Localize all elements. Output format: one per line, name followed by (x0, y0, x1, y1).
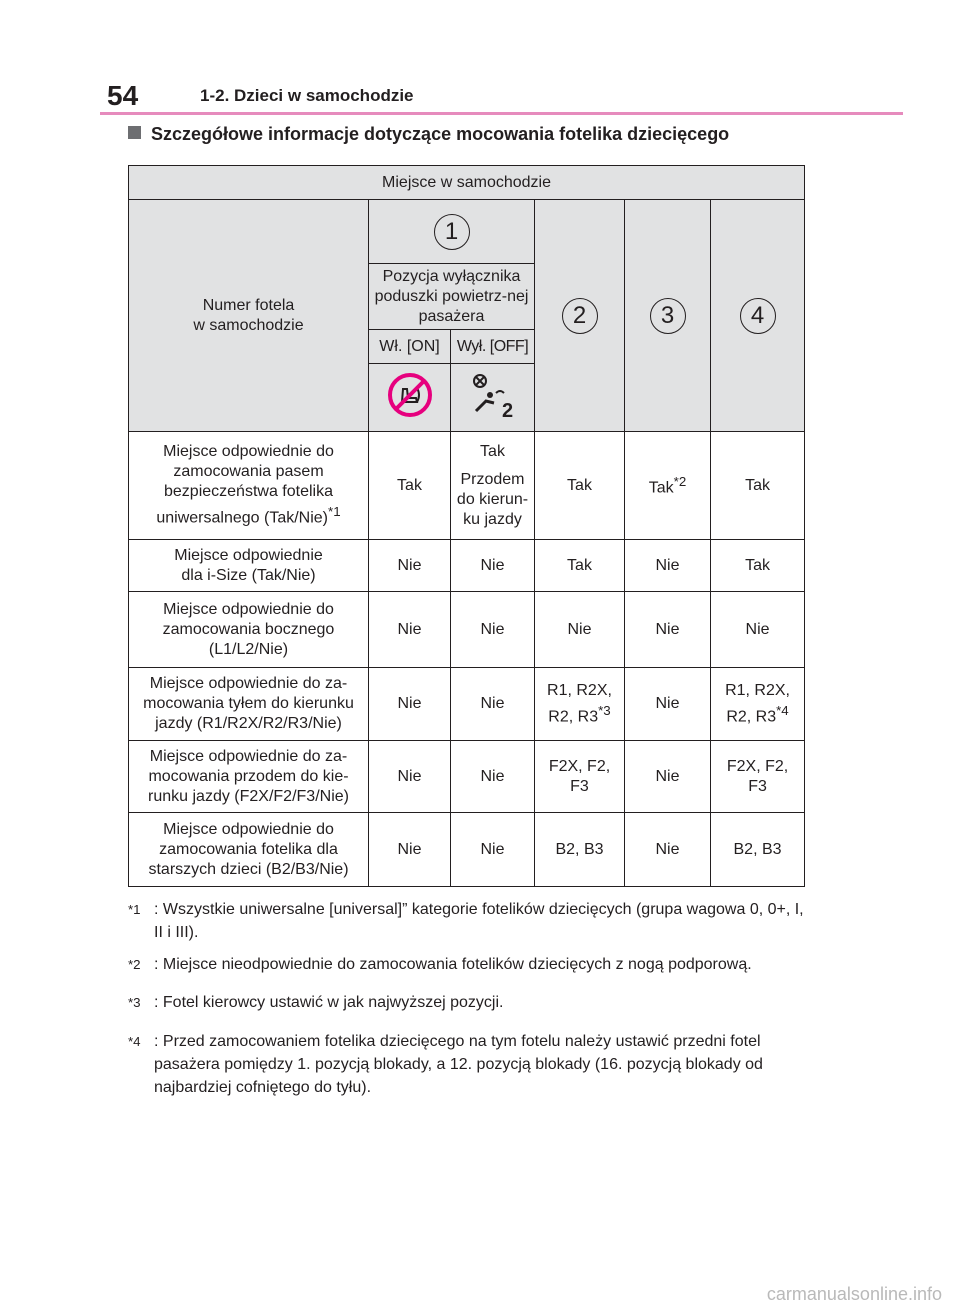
footnote-text: : Wszystkie uniwersalne [universal]” kategorie fotelików dziecięcych (grupa wagowa 0, 0+, I, II i III). (154, 901, 804, 941)
seat-4-value: Tak (711, 432, 805, 540)
footnote-text: : Fotel kierowcy ustawić w jak najwyższej pozycji. (154, 994, 504, 1012)
seat-3-value: Nie (625, 540, 711, 592)
footnotes (128, 898, 808, 1108)
off-cell: Tak Przodem do kierun- ku jazdy (451, 432, 535, 540)
row-label: Miejsce odpowiednie do za- mocowania przodem do kie- runku jazdy (F2X/F2/F3/Nie) (129, 741, 369, 813)
off-cell: Nie (451, 668, 535, 741)
row-label: Miejsce odpowiednie do zamocowania fotelika dla starszych dzieci (B2/B3/Nie) (129, 813, 369, 887)
seat-number-4: 4 (740, 298, 776, 334)
off-cell: Nie (451, 813, 535, 887)
seat-1-cell (369, 200, 535, 264)
seat-2-cell (535, 200, 625, 432)
header-rule (100, 112, 903, 115)
heading-text: Szczegółowe informacje dotyczące mocowania fotelika dziecięcego (151, 124, 730, 144)
seat-4-value: R1, R2X, R2, R3$^{*4}$ (711, 668, 805, 741)
location-header: Miejsce w samochodzie (129, 166, 805, 200)
switch-on-label: Wł. [ON] (369, 330, 451, 364)
on-cell: Tak (369, 432, 451, 540)
row-label: Miejsce odpowiednie dla i-Size (Tak/Nie) (129, 540, 369, 592)
footnote (128, 1030, 808, 1099)
on-cell: Nie (369, 813, 451, 887)
footnote-mark: *2 (128, 957, 141, 972)
rear-facing-seat-prohibited-icon (386, 371, 434, 419)
off-cell: Nie (451, 540, 535, 592)
footnote-text: : Przed zamocowaniem fotelika dziecięcego na tym fotelu należy ustawić przedni fotel pasażera pomiędzy 1. pozycją blokady, a 12. pozycją blokady (16. pozycją blokady od najbardziej cofniętego do tyłu). (154, 1032, 763, 1096)
seat-number-3: 3 (650, 298, 686, 334)
watermark: carmanualsonline.info (766, 1284, 942, 1304)
on-cell: Nie (369, 592, 451, 668)
on-cell: Nie (369, 540, 451, 592)
seat-4-value: F2X, F2, F3 (711, 741, 805, 813)
footnote (128, 898, 808, 944)
on-cell: Nie (369, 668, 451, 741)
row-label: Miejsce odpowiednie do zamocowania bocznego (L1/L2/Nie) (129, 592, 369, 668)
on-cell: Nie (369, 741, 451, 813)
footnote-text: : Miejsce nieodpowiednie do zamocowania fotelików dziecięcych z nogą podporową. (154, 956, 752, 973)
footnote-mark: *1 (128, 902, 141, 917)
page-number: 54 (107, 80, 139, 111)
seat-2-value: Tak (535, 432, 625, 540)
seat-3-value: Nie (625, 741, 711, 813)
row-label: Miejsce odpowiednie do zamocowania pasem bezpieczeństwa fotelika uniwersalnego $(Tak/Nie)^{*1}$ (129, 432, 369, 540)
footnote (128, 953, 808, 982)
seat-4-value: Nie (711, 592, 805, 668)
row-label: Miejsce odpowiednie do za- mocowania tyłem do kierunku jazdy (R1/R2X/R2/R3/Nie) (129, 668, 369, 741)
airbag-off-icon-cell (451, 364, 535, 432)
heading (128, 124, 729, 145)
seat-4-value: Tak (711, 540, 805, 592)
bullet-square-icon (128, 126, 141, 139)
switch-off-label: Wył. [OFF] (451, 330, 535, 364)
seat-2-value: Nie (535, 592, 625, 668)
seat-table (128, 165, 805, 887)
seat-4-value: B2, B3 (711, 813, 805, 887)
section-title: 1-2. Dzieci w samochodzie (200, 86, 414, 105)
seat-3-value: Tak$^{*2}$ (625, 432, 711, 540)
seat-2-value: F2X, F2, F3 (535, 741, 625, 813)
seat-number-label: Numer fotela w samochodzie (129, 200, 369, 432)
seat-3-value: Nie (625, 813, 711, 887)
seat-3-value: Nie (625, 592, 711, 668)
seat-2-value: R1, R2X, R2, R3$^{*3}$ (535, 668, 625, 741)
seat-number-2: 2 (562, 298, 598, 334)
footnote-mark: *3 (128, 995, 141, 1011)
seat-2-value: Tak (535, 540, 625, 592)
svg-text:2: 2 (501, 399, 513, 419)
off-cell: Nie (451, 741, 535, 813)
off-cell: Nie (451, 592, 535, 668)
seat-number-1: 1 (434, 214, 470, 250)
seat-3-value: Nie (625, 668, 711, 741)
seat-4-cell (711, 200, 805, 432)
airbag-on-icon-cell (369, 364, 451, 432)
footnote (128, 991, 808, 1020)
switch-position-label: Pozycja wyłącznika poduszki powietrz-nej pasażera (369, 264, 535, 330)
seat-3-cell (625, 200, 711, 432)
footnote-mark: *4 (128, 1033, 141, 1049)
airbag-off-icon (468, 371, 518, 419)
seat-2-value: B2, B3 (535, 813, 625, 887)
